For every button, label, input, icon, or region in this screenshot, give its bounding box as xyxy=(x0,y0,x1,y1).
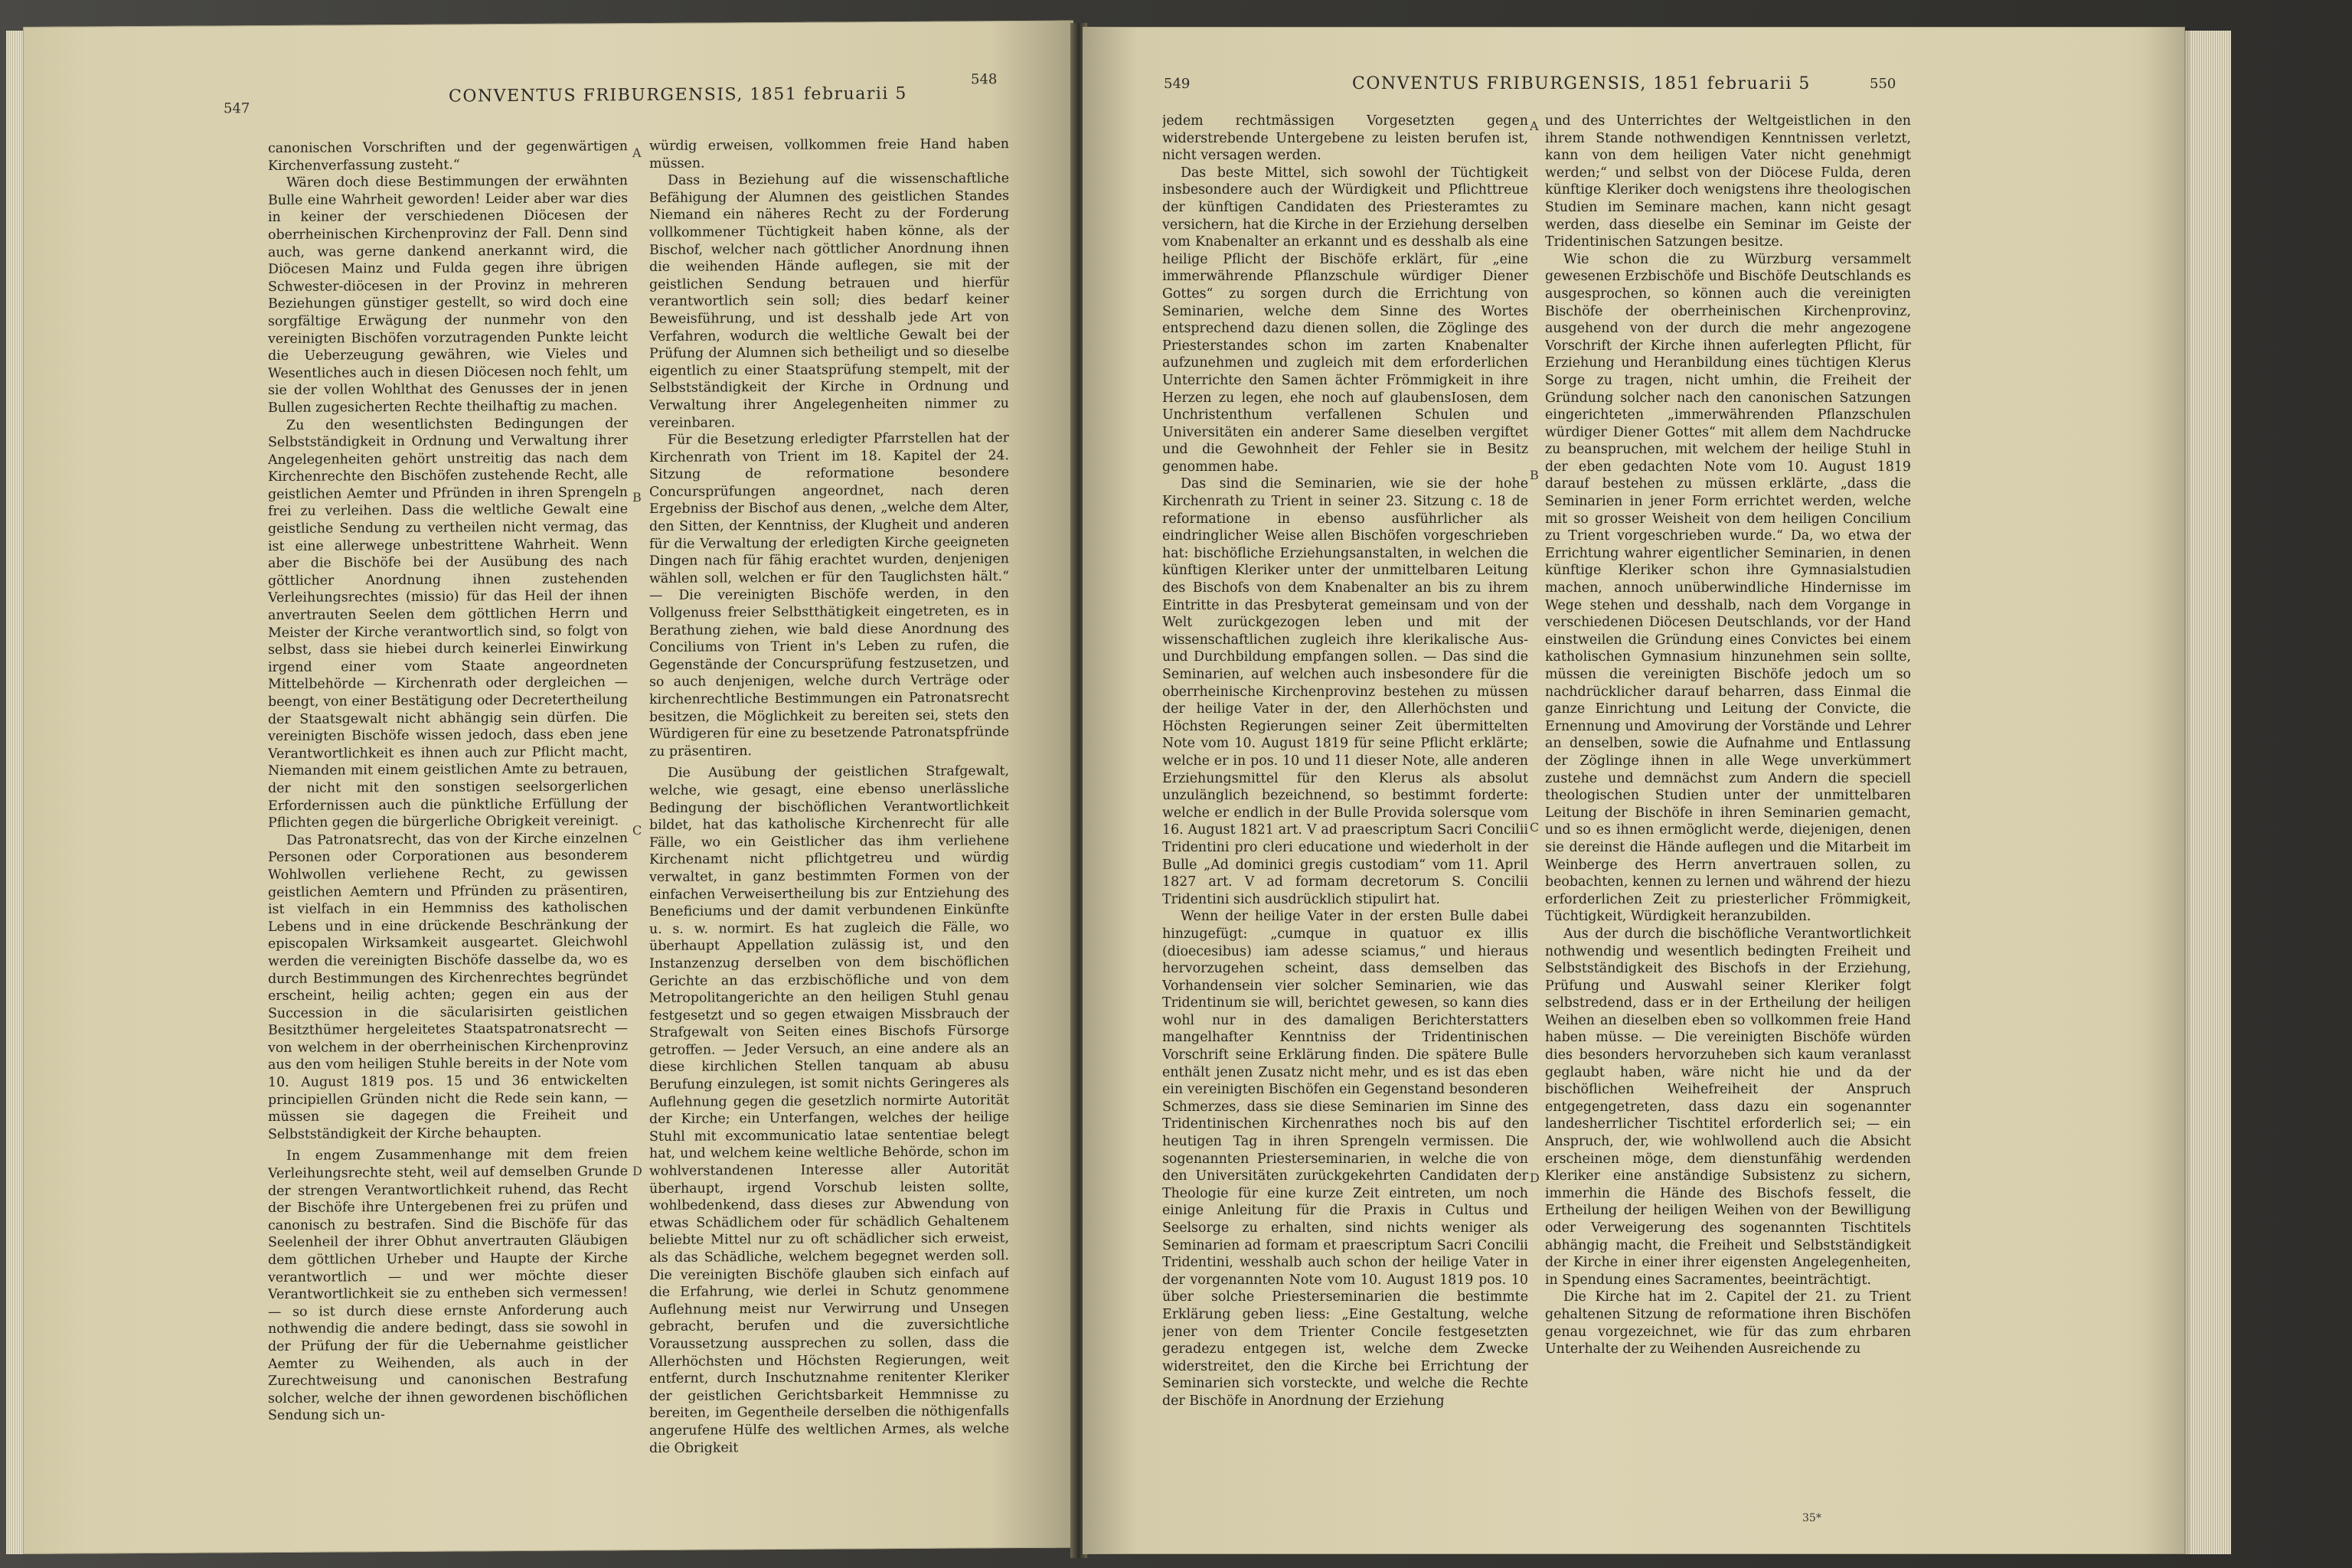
left-running-head: CONVENTUS FRIBURGENSIS, 1851 februarii 5 xyxy=(449,83,907,106)
margin-letter-b: B xyxy=(1530,468,1539,482)
margin-letter-a: A xyxy=(1530,119,1539,133)
right-running-head: CONVENTUS FRIBURGENSIS, 1851 februarii 5 xyxy=(1352,74,1811,93)
margin-letter-a: A xyxy=(632,145,642,161)
paragraph: würdig erweisen, vollkommen freie Hand haben müssen. xyxy=(649,136,1009,172)
paragraph: Das Patronatsrecht, das von der Kirche einzelnen Personen oder Corporationen aus besonderem Wohlwollen verliehene Recht, zu gewissen geistlichen Aemtern und Pfründen zu präsentiren, ist vielfach in ein Hemmniss des katholischen Lebens und in eine drückende Beschränkung der episcopalen Wirksamkeit ausgeartet. Gleichwohl werden die vereinigten Bischöfe dasselbe da, wo es durch Bestimmungen des Kirchenrechtes begründet erscheint, heilig achten; gegen ein aus der Succession in die säcularisirten geistlichen Besitzthümer hergeleitetes Staatspatronatsrecht — von welchem in der oberrheinischen Kirchenprovinz aus den vom heiligen Stuhle bereits in der Note vom 10. August 1819 pos. 15 und 36 entwickelten principiellen Gründen nicht die Rede sein kann, — müssen sie dagegen die Freiheit und Selbstständigkeit der Kirche behaupten. xyxy=(268,830,628,1142)
left-page-edges xyxy=(6,31,24,1554)
paragraph: Dass in Beziehung auf die wissenschaftliche Befähigung der Alumnen des geistlichen Standes Niemand ein näheres Recht zu der Forderung vollkommener Tüchtigkeit haben könne, als der Bischof, welcher nach göttlicher Anordnung ihnen die weihenden Hände auflegen, sie mit der geistlichen Sendung betrauen und hierfür verantwortlich sein soll; dies bedarf keiner Beweisführung, und ist desshalb jede Art von Verfahren, wodurch die weltliche Gewalt bei der Prüfung der Alumnen sich betheiligt und so dieselbe eigentlich zu einer Staatsprüfung stempelt, mit der Selbstständigkeit der Kirche in Ordnung und Verwaltung ihrer Angelegenheiten nimmer zu vereinbaren. xyxy=(649,171,1009,431)
left-page-number-547: 547 xyxy=(224,100,250,117)
margin-letter-d: D xyxy=(1530,1171,1540,1185)
margin-letter-c: C xyxy=(632,823,642,838)
right-page-edges xyxy=(2184,31,2231,1554)
paragraph: Die Ausübung der geistlichen Strafgewalt, welche, wie gesagt, eine ebenso unerlässliche Bedingung der bischöflichen Verantwortlichkeit bildet, hat das katholische Kirchenrecht für alle Fälle, wo ein Geistlicher das ihm verliehene Kirchenamt nicht pflichtgetreu und würdig verwaltet, in ganz bestimmten Formen von der einfachen Verweisertheilung bis zur Entziehung des Beneficiums und der damit verbundenen Einkünfte u. s. w. normirt. Es hat zugleich die Fälle, wo überhaupt Appellation zulässig ist, und den Instanzenzug derselben von dem bischöflichen Gerichte an das erzbischöfliche und von dem Metropolitangerichte an den heiligen Stuhl genau festgesetzt und so gegen etwaigen Missbrauch der Strafgewalt von Seiten eines Bischofs Fürsorge getroffen. — Jeder Versuch, an eine andere als an diese kirchlichen Stellen tanquam ab abusu Berufung einzulegen, ist somit nichts Geringeres als Auflehnung gegen die gesetzlich normirte Autorität der Kirche; ein Unterfangen, welches der heilige Stuhl mit excommunicatio latae sententiae belegt hat, und welchem keine weltliche Behörde, schon im wohlverstandenen Interesse aller Autorität überhaupt, irgend Vorschub leisten sollte, wohlbedenkend, dass dieses zur Abwendung von etwas Schädlichem oder für schädlich Gehaltenem beliebte Mittel nur zu oft schädlicher sich erweist, als das Schädliche, welchem begegnet werden soll. Die vereinigten Bischöfe glauben sich einfach auf die Erfahrung, wie derlei in Schutz genommene Auflehnung meist nur Verwirrung und Unsegen gebracht, berufen und die zuversichtliche Voraussetzung aussprechen zu sollen, dass die Allerhöchsten und Höchsten Regierungen, weit entfernt, durch Inschutznahme renitenter Kleriker der geistlichen Gerichtsbarkeit Hemmnisse zu bereiten, im Gegentheile derselben die nöthigenfalls angerufene Hülfe des weltlichen Armes, als welche die Obrigkeit xyxy=(649,763,1009,1456)
right-page xyxy=(1083,27,2185,1554)
paragraph: jedem rechtmässigen Vorgesetzten gegen widerstrebende Untergebene zu leisten berufen ist, nicht versagen werden. xyxy=(1162,113,1528,164)
paragraph: Das sind die Seminarien, wie sie der hohe Kirchenrath zu Trient in seiner 23. Sitzung c. 18 de reformatione in ebenso ausführlicher als eindringlicher Weise allen Bischöfen vorgeschrieben hat: bischöfliche Erziehungsanstalten, in welchen die künftigen Kleriker unter der unmittelbaren Leitung des Bischofs von dem Knabenalter an bis zu ihrem Eintritte in das Presbyterat gemeinsam und von der Welt zurückgezogen leben und mit der wissenschaftlichen zugleich ihre klerikalische Aus- und Durchbildung empfangen sollen. — Das sind die Seminarien, auf welchen auch insbesondere für die oberrheinische Kirchenprovinz bestehen zu müssen der heilige Vater in der, den Allerhöchsten und Höchsten Regierungen seiner Zeit übermittelten Note vom 10. August 1819 für seine Pflicht erklärte; welche er in pos. 10 und 11 dieser Note, alle anderen Erziehungsmittel für den Klerus als absolut unzulänglich bezeichnend, so bestimmt forderte: welche er endlich in der Bulle Provida solersque vom 16. August 1821 art. V ad praescriptum Sacri Concilii Tridentini pro cleri educatione und wiederholt in der Bulle „Ad dominici gregis custodiam“ vom 11. April 1827 art. V ad formam decretorum S. Concilii Tridentini sich ausdrücklich stipulirt hat. xyxy=(1162,476,1528,907)
paragraph: Das beste Mittel, sich sowohl der Tüchtigkeit insbesondere auch der Würdigkeit und Pflichttreue der künftigen Candidaten des Priesteramtes zu versichern, hat die Kirche in der Erziehung derselben vom Knabenalter an erkannt und es desshalb als eine heilige Pflicht der Bischöfe erklärt, für „eine immerwährende Pflanzschule würdiger Diener Gottes“ zu sorgen durch die Errichtung von Seminarien, welche dem Sinne des Wortes entsprechend dazu dienen sollen, die Zöglinge des Priesterstandes schon im zarten Knabenalter aufzunehmen und zugleich mit dem erforderlichen Unterrichte den Samen ächter Frömmigkeit in ihre Herzen zu legen, ehe noch auf glaubensIosen, dem Unchristenthum verfallenen Schulen und Universitäten ein anderer Same dieselben vergiftet und die Gewohnheit der Fehler sie in Besitz genommen habe. xyxy=(1162,165,1528,475)
paragraph: und des Unterrichtes der Weltgeistlichen in den ihrem Stande nothwendigen Kenntnissen verletzt, kann von dem heiligen Vater nicht genehmigt werden;“ und selbst von der Diöcese Fulda, deren künftige Kleriker doch wenigstens ihre theologischen Studien im Seminare machen, kann nicht gesagt werden, dass dieselbe ein Seminar im Geiste der Tridentinischen Satzungen besitze. xyxy=(1545,113,1911,250)
left-column-2 xyxy=(649,136,1009,1547)
paragraph: Für die Besetzung erledigter Pfarrstellen hat der Kirchenrath von Trient im 18. Kapitel der 24. Sitzung de reformatione besondere Concursprüfungen angeordnet, nach deren Ergebniss der Bischof aus denen, „welche dem Alter, den Sitten, der Kenntniss, der Klugheit und anderen für die Verwaltung der erledigten Kirche geeigneten Dingen nach für fähig erachtet wurden, denjenigen wählen soll, welchen er für den Tauglichsten hält.“ — Die vereinigten Bischöfe werden, in den Vollgenuss freier Selbstthätigkeit eingetreten, es in Berathung ziehen, wie bald diese Anordnung des Conciliums von Trient in's Leben zu rufen, die Gegenstände der Concursprüfung festzusetzen, und so auch denjenigen, welche durch Verträge oder kirchenrechtliche Bestimmungen ein Patronatsrecht besitzen, die Möglichkeit zu bereiten sei, stets den Würdigeren für eine zu besetzende Patronatspfründe zu präsentiren. xyxy=(649,430,1009,760)
left-column-1 xyxy=(268,138,628,1549)
right-page-number-550: 550 xyxy=(1870,76,1896,92)
paragraph: canonischen Vorschriften und der gegenwärtigen Kirchenverfassung zusteht.“ xyxy=(268,139,628,174)
left-page-number-548: 548 xyxy=(971,71,998,88)
paragraph: Aus der durch die bischöfliche Verantwortlichkeit nothwendig und wesentlich bedingten Freiheit und Selbstständigkeit des Bischofs in der Erziehung, Prüfung und Auswahl seiner Kleriker folgt selbstredend, dass er in der Ertheilung der heiligen Weihen an dieselben eben so vollkommen freie Hand haben müsse. — Die vereinigten Bischöfe würden dies besonders hervorzuheben sich kaum veranlasst geglaubt haben, wäre nicht hie und da der bischöflichen Weihefreiheit der Anspruch entgegengetreten, dass dazu ein sogenannter landesherrlicher Tischtitel erforderlich sei; — ein Anspruch, der, wie wohlwollend auch die Absicht erscheinen möge, dem dienstunfähig werdenden Kleriker eine anständige Subsistenz zu sichern, immerhin die Hände des Bischofs fesselt, die Ertheilung der heiligen Weihen von der Bewilligung oder Verweigerung des sogenannten Tischtitels abhängig macht, die Freiheit und Selbstständigkeit der Kirche in einer ihrer eigensten Angelegenheiten, in Spendung eines Sacramentes, beeinträchtigt. xyxy=(1545,926,1911,1288)
paragraph: Wenn der heilige Vater in der ersten Bulle dabei hinzugefügt: „cumque in quatuor ex illis (dioecesibus) iam adesse sciamus,“ und hieraus hervorzugehen scheint, dass demselben das Vorhandensein vier solcher Seminarien, wie das Tridentinum sie will, berichtet gewesen, so kann dies wohl nur in des damaligen Berichterstatters mangelhafter Kenntniss der Tridentinischen Vorschrift seine Erklärung finden. Die spätere Bulle enthält jenen Zusatz nicht mehr, und es ist das eben ein vereinigten Bischöfen ein Gegenstand besonderen Schmerzes, dass sie diese Seminarien im Sinne des Tridentinischen Kirchenrathes noch bis auf den heutigen Tag in ihren Sprengeln vermissen. Die sogenannten Priesterseminarien, in welche die von den Universitäten zurückgekehrten Candidaten der Theologie für eine kurze Zeit eintreten, um noch einige Anleitung für die Praxis in Cultus und Seelsorge zu erhalten, sind nichts weniger als Seminarien ad formam et praescriptum Sacri Concilii Tridentini, wesshalb auch schon der heilige Vater in der vorgenannten Note vom 10. August 1819 pos. 10 über solche Priesterseminarien die bestimmte Erklärung geben liess: „Eine Gestaltung, welche jener von dem Trienter Concile festgesetzten geradezu entgegen ist, welche dem Zwecke widerstreitet, den die Kirche bei Errichtung der Seminarien sich vorsteckte, und welche die Rechte der Bischöfe in Anordnung der Erziehung xyxy=(1162,909,1528,1409)
paragraph: Wären doch diese Bestimmungen der erwähnten Bulle eine Wahrheit geworden! Leider aber war dies in keiner der verschiedenen Diöcesen der oberrheinischen Kirchenprovinz der Fall. Denn sind auch, was gerne dankend anerkannt wird, die Diöcesen Mainz und Fulda gegen ihre übrigen Schwester-diöcesen in der Provinz in mehreren Beziehungen günstiger gestellt, so wird doch eine sorgfältige Erwägung der nunmehr von den vereinigten Bischöfen vorzutragenden Punkte leicht die Ueberzeugung gewähren, wie Vieles und Wesentliches auch in diesen Diöcesen noch fehlt, um sie der vollen Wohlthat des Genusses der in jenen Bullen zugesicherten Rechte theilhaftig zu machen. xyxy=(268,173,628,416)
margin-letter-d: D xyxy=(632,1164,642,1179)
right-page-number-549: 549 xyxy=(1164,76,1191,92)
left-page xyxy=(23,21,1073,1554)
page-edge-shadow xyxy=(2144,27,2190,1554)
paragraph: Wie schon die zu Würzburg versammelt gewesenen Erzbischöfe und Bischöfe Deutschlands es ausgesprochen, so können auch die vereinigten Bischöfe der oberrheinischen Kirchenprovinz, ausgehend von der durch die mehr angezogene Vorschrift der Kirche ihnen auferlegten Pflicht, für Erziehung und Heranbildung eines tüchtigen Klerus Sorge zu tragen, nicht umhin, die Freiheit der Gründung solcher nach den canonischen Satzungen eingerichteten „immerwährenden Pflanzschulen würdiger Diener Gottes“ mit allem dem Nachdrucke zu beanspruchen, mit welchem der heilige Stuhl in der eben gedachten Note vom 10. August 1819 darauf bestehen zu müssen erklärte, „dass die Seminarien in jener Form errichtet werden, welche mit so grosser Weisheit von dem heiligen Concilium zu Trient vorgeschrieben wurde.“ Da, wo etwa der Errichtung wahrer eigentlicher Seminarien, in denen künftige Kleriker schon ihre Gymnasialstudien machen, annoch unüberwindliche Hindernisse im Wege stehen und desshalb, nach dem Vorgange in verschiedenen Diöcesen Deutschlands, vor der Hand einstweilen die Gründung eines Convictes bei einem katholischen Gymnasium hinzunehmen sein sollte, müssen die vereinigten Bischöfe jedoch um so nachdrücklicher darauf beharren, dass Einmal die ganze Einrichtung und Leitung der Convicte, die Ernennung und Amovirung der Vorstände und Lehrer an denselben, sowie die Aufnahme und Entlassung der Zöglinge ihnen in alle Wege unverkümmert zustehe und demnächst zum Andern die speciell theologischen Studien unter der unmittelbaren Leitung der Bischöfe in ihren Seminarien gemacht, und so es ihnen ermöglicht werde, diejenigen, denen sie dereinst die Hände auflegen und die Mitarbeit im Weinberge des Herrn anvertrauen sollen, zu beobachten, kennen zu lernen und während der hiezu erforderlichen Zeit zu priesterlicher Frömmigkeit, Tüchtigkeit, Würdigkeit heranzubilden. xyxy=(1545,251,1911,925)
signature-mark: 35* xyxy=(1802,1512,1821,1524)
margin-letter-b: B xyxy=(632,490,642,505)
paragraph: In engem Zusammenhange mit dem freien Verleihungsrechte steht, weil auf demselben Grunde der strengen Verantwortlichkeit ruhend, das Recht der Bischöfe ihre Untergebenen frei zu prüfen und canonisch zu bestrafen. Sind die Bischöfe für das Seelenheil der ihrer Obhut anvertrauten Gläubigen dem göttlichen Urheber und Haupte der Kirche verantwortlich — und wer möchte dieser Verantwortlichkeit sie zu entheben sich vermessen! — so ist durch diese ernste Anforderung auch nothwendig die andere bedingt, dass sie sowohl in der Prüfung der für die Uebernahme geistlicher Aemter zu Weihenden, als auch in der Zurechtweisung und canonischen Bestrafung solcher, welche der ihnen gewordenen bischöflichen Sendung sich un- xyxy=(268,1146,628,1424)
right-column-2 xyxy=(1545,113,1911,1521)
margin-letter-c: C xyxy=(1530,820,1540,835)
paragraph: Die Kirche hat im 2. Capitel der 21. zu Trient gehaltenen Sitzung de reformatione ihren Bischöfen genau vorgezeichnet, wie für das zum ehrbaren Unterhalte der zu Weihenden Ausreichende zu xyxy=(1545,1289,1911,1357)
paragraph: Zu den wesentlichsten Bedingungen der Selbstständigkeit in Ordnung und Verwaltung ihrer Angelegenheiten gehört unstreitig das nach dem Kirchenrechte den Bischöfen zustehende Recht, alle geistlichen Aemter und Pfründen in ihren Sprengeln frei zu verleihen. Dass die weltliche Gewalt eine geistliche Sendung zu vertheilen nicht vermag, das ist eine allerwege unbestrittene Wahrheit. Wenn aber die Bischöfe bei der Ausübung des nach göttlicher Anordnung ihnen zustehenden Verleihungsrechtes (missio) für das Heil der ihnen anvertrauten Seelen dem göttlichen Herrn und Meister der Kirche verantwortlich sind, so folgt von selbst, dass sie hiebei durch keinerlei Einwirkung irgend einer vom Staate angeordneten Mittelbehörde — Kirchenrath oder dergleichen — beengt, von einer Bestätigung oder Decretertheilung der Staatsgewalt nicht abhängig sein dürfen. Die vereinigten Bischöfe wissen jedoch, dass eben jene Verantwortlichkeit es ihnen auch zur Pflicht macht, Niemanden mit einem geistlichen Amte zu betrauen, der nicht mit den sonstigen seelsorgerlichen Erfordernissen auch die pünktliche Erfüllung der Pflichten gegen die bürgerliche Obrigkeit vereinigt. xyxy=(268,415,628,831)
right-column-1 xyxy=(1162,113,1528,1521)
